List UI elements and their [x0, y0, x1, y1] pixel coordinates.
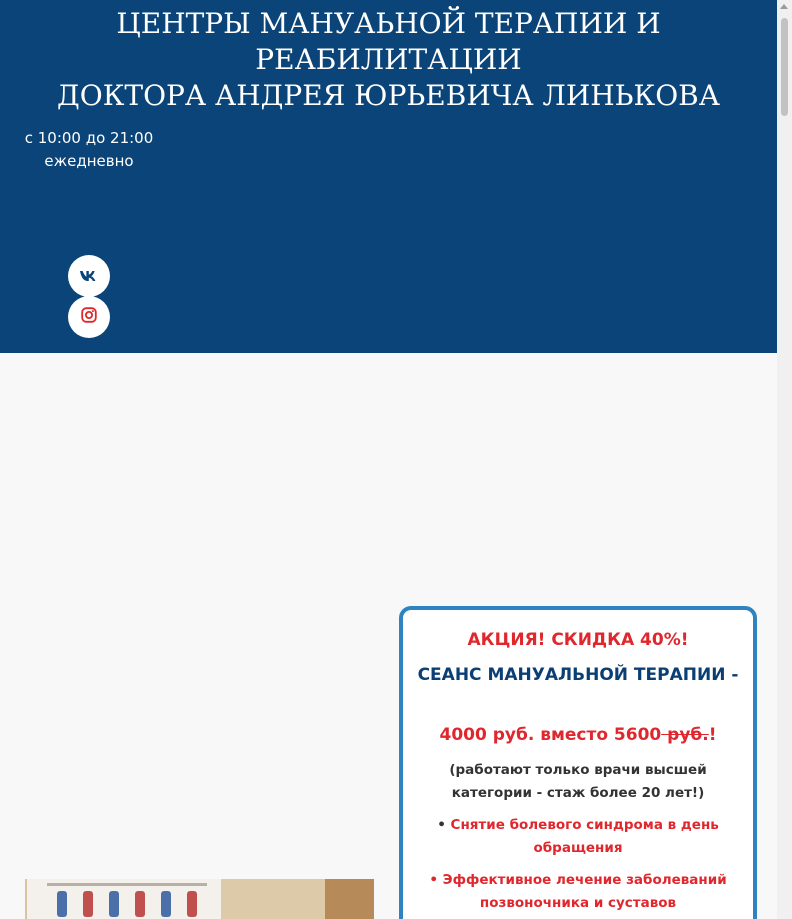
poster-figure [109, 891, 119, 917]
title-line-3: ДОКТОРА АНДРЕЯ ЮРЬЕВИЧА ЛИНЬКОВА [57, 79, 720, 112]
scroll-up-arrow-icon[interactable] [780, 4, 788, 9]
vk-icon [79, 267, 99, 286]
anatomy-poster [27, 879, 221, 919]
photo-wall [221, 879, 325, 919]
bullet-dot: • [429, 872, 443, 888]
vk-link[interactable] [68, 255, 110, 297]
working-hours [10, 127, 168, 173]
site-header [0, 0, 777, 353]
instagram-link[interactable] [68, 296, 110, 338]
promo-card [399, 606, 757, 919]
page-scrollbar[interactable] [777, 0, 792, 919]
promo-bullet [429, 814, 727, 860]
hours-time: с 10:00 до 21:00 [24, 129, 154, 147]
poster-figure [187, 891, 197, 917]
poster-figure [161, 891, 171, 917]
price-suffix: ! [708, 725, 717, 745]
poster-figure [135, 891, 145, 917]
poster-heading [47, 883, 207, 886]
promo-note: (работают только врачи высшей категории - стаж более 20 лет!) [449, 762, 707, 801]
photo-door [325, 879, 374, 919]
scrollbar-thumb[interactable] [781, 18, 788, 116]
bullet-text: Снятие болевого синдрома в день обращения [450, 817, 719, 856]
price-old: руб. [661, 725, 709, 745]
price-new: 4000 руб. вместо 5600 [439, 725, 662, 745]
promo-subtitle: СЕАНС МАНУАЛЬНОЙ ТЕРАПИИ - [417, 665, 739, 685]
hours-days: ежедневно [44, 152, 134, 170]
title-line-1: ЦЕНТРЫ МАНУАЬНОЙ ТЕРАПИИ И [116, 7, 661, 40]
promo-headline: АКЦИЯ! СКИДКА 40%! [467, 630, 689, 650]
bullet-dot: • [437, 817, 451, 833]
instagram-icon [81, 307, 97, 327]
bullet-text: Эффективное лечение заболеваний позвоночника и суставов [442, 872, 727, 911]
promo-bullet [429, 869, 727, 915]
promo-price [403, 723, 753, 747]
poster-figure [83, 891, 93, 917]
title-line-2: РЕАБИЛИТАЦИИ [255, 43, 522, 76]
clinic-photo [25, 879, 374, 919]
poster-figure [57, 891, 67, 917]
page-title [0, 6, 777, 114]
